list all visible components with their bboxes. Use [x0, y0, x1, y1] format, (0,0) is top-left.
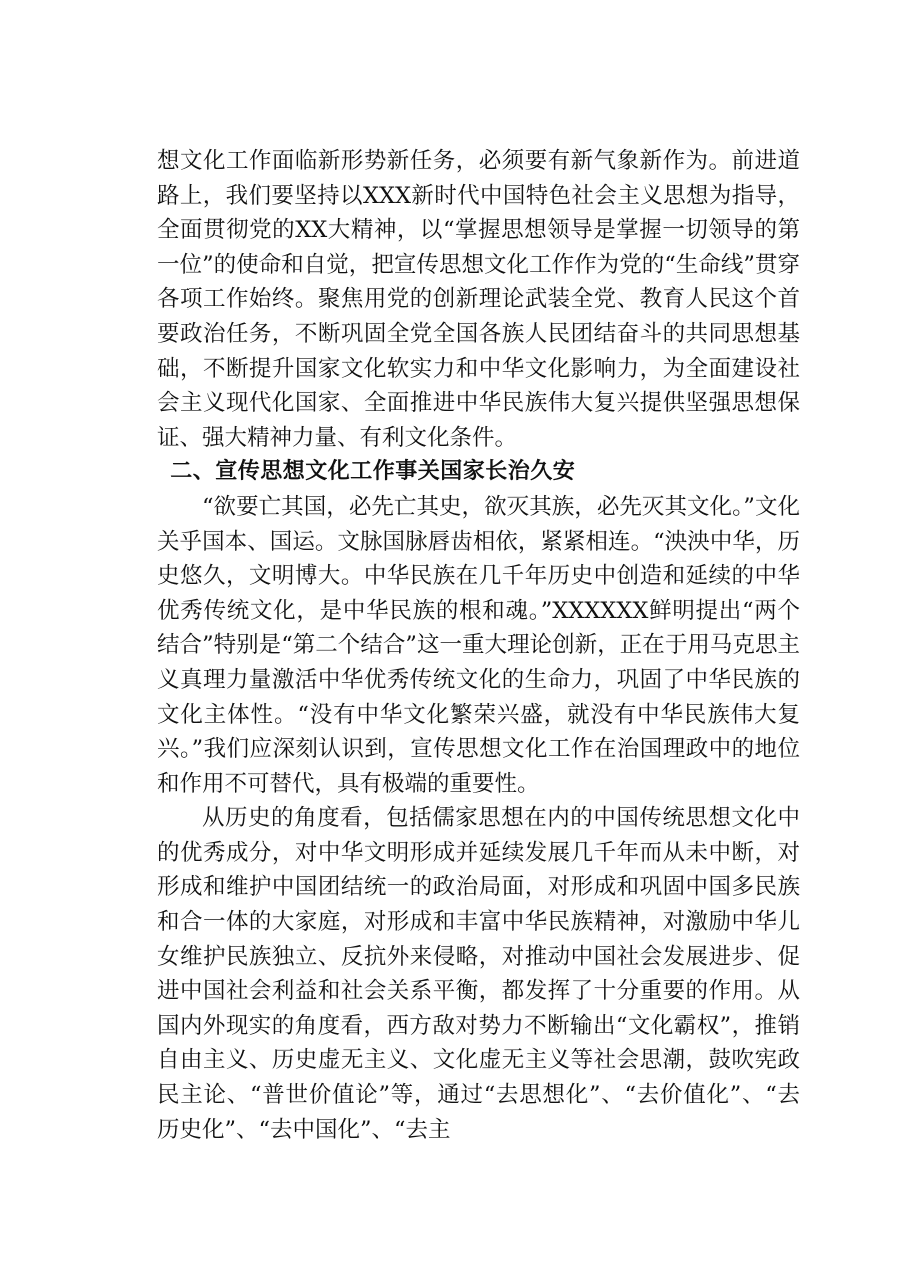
- paragraph-culture-importance: “欲要亡其国，必先亡其史，欲灭其族，必先灭其文化。”文化关乎国本、国运。文脉国脉唇齿相依，紧紧相连。“泱泱中华，历史悠久，文明博大。中华民族在几千年历史中创造和延续的中华优秀传统文化，是中华民族的根和魂。”XXXXXX鲜明提出“两个结合”特别是“第二个结合”这一重大理论创新，正在于用马克思主义真理力量激活中华优秀传统文化的生命力，巩固了中华民族的文化主体性。“没有中华文化繁荣兴盛，就没有中华民族伟大复兴。”我们应深刻认识到，宣传思想文化工作在治国理政中的地位和作用不可替代，具有极端的重要性。: [157, 493, 800, 797]
- paragraph-historical-perspective: 从历史的角度看，包括儒家思想在内的中国传统思想文化中的优秀成分，对中华文明形成并延续发展几千年而从未中断，对形成和维护中国团结统一的政治局面，对形成和巩固中国多民族和合一体的大家庭，对形成和丰富中华民族精神，对激励中华儿女维护民族独立、反抗外来侵略，对推动中国社会发展进步、促进中国社会利益和社会关系平衡，都发挥了十分重要的作用。从国内外现实的角度看，西方敌对势力不断输出“文化霸权”，推销自由主义、历史虚无主义、文化虚无主义等社会思潮，鼓吹宪政民主论、“普世价值论”等，通过“去思想化”、“去价值化”、“去历史化”、“去中国化”、“去主: [157, 805, 800, 1143]
- paragraph-intro: 想文化工作面临新形势新任务，必须要有新气象新作为。前进道路上，我们要坚持以XXX新时代中国特色社会主义思想为指导，全面贯彻党的XX大精神，以“掌握思想领导是掌握一切领导的第一位”的使命和自觉，把宣传思想文化工作作为党的“生命线”贯穿各项工作始终。聚焦用党的创新理论武装全党、教育人民这个首要政治任务，不断巩固全党全国各族人民团结奋斗的共同思想基础，不断提升国家文化软实力和中华文化影响力，为全面建设社会主义现代化国家、全面推进中华民族伟大复兴提供坚强思想保证、强大精神力量、有利文化条件。: [157, 148, 800, 451]
- section-heading: 二、宣传思想文化工作事关国家长治久安: [170, 459, 576, 485]
- document-body: [157, 144, 800, 1147]
